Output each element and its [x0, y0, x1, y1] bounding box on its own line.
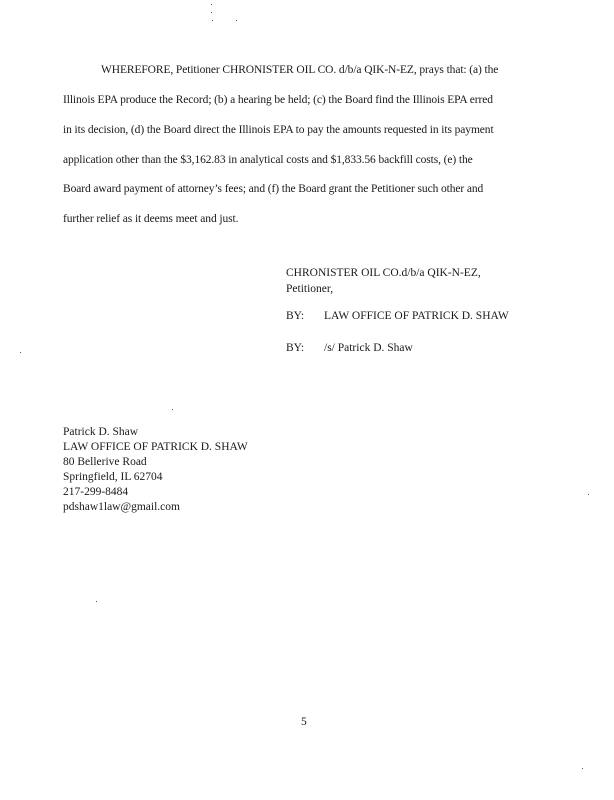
address-phone: 217-299-8484 — [63, 486, 129, 498]
signature-by-firm: LAW OFFICE OF PATRICK D. SHAW — [324, 310, 509, 322]
signature-by-label: BY: — [286, 310, 305, 322]
prayer-line: further relief as it deems meet and just. — [63, 213, 239, 225]
prayer-line: Illinois EPA produce the Record; (b) a hearing be held; (c) the Board find the Illinois EPA erred — [63, 94, 493, 106]
page-number: 5 — [301, 716, 307, 728]
scan-speck — [212, 20, 213, 21]
address-street: 80 Bellerive Road — [63, 456, 147, 468]
prayer-line: WHEREFORE, Petitioner CHRONISTER OIL CO. d/b/a QIK-N-EZ, prays that: (a) the — [101, 64, 499, 76]
scan-speck — [236, 20, 237, 21]
address-name: Patrick D. Shaw — [63, 426, 139, 438]
address-email: pdshaw1law@gmail.com — [63, 501, 180, 513]
signature-party: CHRONISTER OIL CO.d/b/a QIK-N-EZ, — [286, 267, 481, 279]
scan-speck — [20, 352, 21, 353]
scan-speck — [172, 409, 173, 410]
prayer-line: application other than the $3,162.83 in analytical costs and $1,833.56 backfill costs, (e) the — [63, 154, 473, 166]
signature-role: Petitioner, — [286, 283, 334, 295]
scan-speck — [588, 494, 589, 495]
scan-speck — [211, 12, 212, 13]
address-firm: LAW OFFICE OF PATRICK D. SHAW — [63, 441, 248, 453]
scan-speck — [96, 601, 97, 602]
prayer-line: in its decision, (d) the Board direct the Illinois EPA to pay the amounts requested in its payment — [63, 124, 494, 136]
scan-speck — [211, 4, 212, 5]
scan-speck — [582, 768, 583, 769]
signature-by-label: BY: — [286, 342, 305, 354]
prayer-line: Board award payment of attorney’s fees; and (f) the Board grant the Petitioner such other and — [63, 183, 484, 195]
signature-by-name: /s/ Patrick D. Shaw — [324, 342, 413, 354]
address-city: Springfield, IL 62704 — [63, 471, 163, 483]
